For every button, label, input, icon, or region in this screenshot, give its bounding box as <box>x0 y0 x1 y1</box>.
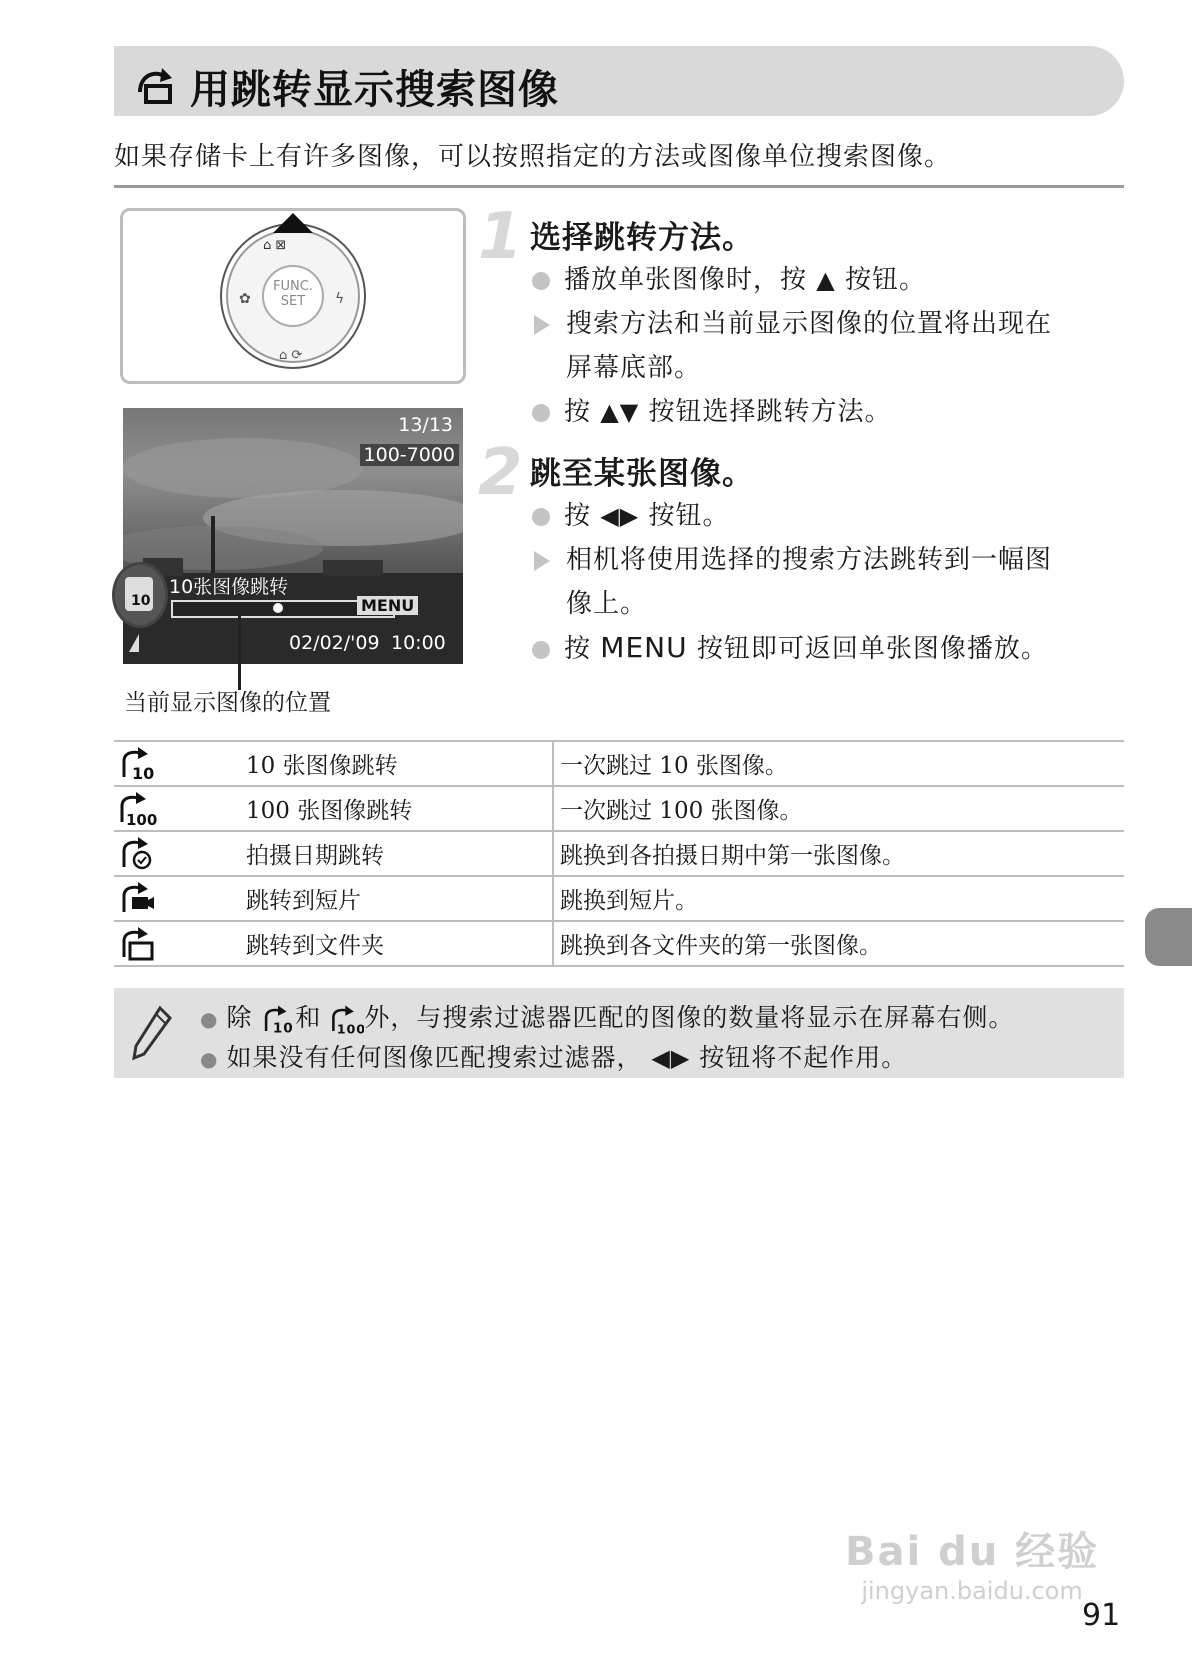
table-row <box>114 831 1124 876</box>
date-readout: 02/02/'09 <box>289 632 380 654</box>
folder-file-number: 100-7000 <box>360 444 459 466</box>
method-name: 10 张图像跳转 <box>246 741 553 786</box>
jump-method-label: 10张图像跳转 <box>169 576 289 598</box>
watermark-url: jingyan.baidu.com <box>861 1577 1083 1605</box>
note-line: ● 如果没有任何图像匹配搜索过滤器， ◀▶ 按钮将不起作用。 <box>200 1043 908 1072</box>
method-name: 100 张图像跳转 <box>246 786 553 831</box>
jump-methods-table <box>114 740 1124 967</box>
step-line: 按 MENU 按钮即可返回单张图像播放。 <box>532 626 1052 671</box>
svg-text:ϟ: ϟ <box>335 291 345 307</box>
svg-text:100: 100 <box>337 1022 365 1035</box>
table-row <box>114 786 1124 831</box>
table-row <box>114 741 1124 786</box>
divider <box>114 185 1124 188</box>
jump-100-icon <box>118 792 158 826</box>
step-line: 播放单张图像时，按 ▲ 按钮。 <box>532 258 1052 302</box>
table-row <box>114 876 1124 921</box>
step-line: 相机将使用选择的搜索方法跳转到一幅图 <box>532 538 1052 582</box>
image-counter: 13/13 <box>398 414 453 436</box>
set-label: SET <box>280 294 306 309</box>
watermark <box>845 1520 1099 1605</box>
method-name: 拍摄日期跳转 <box>246 831 553 876</box>
jump-10-icon <box>261 1005 295 1035</box>
method-name: 跳转到短片 <box>246 876 553 921</box>
jump-100-icon <box>330 1005 364 1035</box>
jump-date-icon <box>118 837 158 871</box>
pencil-icon <box>130 1004 174 1062</box>
callout-label: 当前显示图像的位置 <box>124 690 331 716</box>
jump-method-highlight <box>112 562 168 628</box>
note-line: ● 除 10 和 100 外，与搜索过滤器匹配的图像的数量将显示在屏幕右侧。 <box>200 998 1014 1035</box>
func-label: FUNC. <box>273 279 313 294</box>
menu-badge: MENU <box>357 596 418 615</box>
svg-text:10: 10 <box>131 593 151 609</box>
step-line: 屏幕底部。 <box>566 353 702 383</box>
time-readout: 10:00 <box>391 632 446 654</box>
jump-10-icon <box>118 747 158 781</box>
svg-text:100: 100 <box>126 810 158 826</box>
step-number: 1 <box>478 200 523 274</box>
method-desc: 跳换到短片。 <box>553 876 1124 921</box>
jump-movie-icon <box>118 882 158 916</box>
left-right-arrow-icon: ◀▶ <box>600 502 640 530</box>
svg-text:✿: ✿ <box>239 291 251 307</box>
chapter-tab <box>1145 908 1192 966</box>
step-line: 按 ▲▼ 按钮选择跳转方法。 <box>532 390 1052 434</box>
control-dial-illustration <box>120 208 466 384</box>
method-desc: 跳换到各文件夹的第一张图像。 <box>553 921 1124 966</box>
page-number: 91 <box>1082 1598 1121 1633</box>
svg-text:⌂ ⟳: ⌂ ⟳ <box>279 348 303 363</box>
menu-button-label: MENU <box>600 631 688 664</box>
method-desc: 一次跳过 100 张图像。 <box>553 786 1124 831</box>
intro-text: 如果存储卡上有许多图像，可以按照指定的方法或图像单位搜索图像。 <box>114 142 952 172</box>
position-marker <box>273 603 283 613</box>
step-line: 搜索方法和当前显示图像的位置将出现在 <box>532 302 1052 346</box>
step-line: 像上。 <box>566 589 648 619</box>
method-name: 跳转到文件夹 <box>246 921 553 966</box>
method-desc: 一次跳过 10 张图像。 <box>553 741 1124 786</box>
left-right-arrow-icon: ◀▶ <box>651 1044 691 1072</box>
callout-line <box>238 608 241 690</box>
step-number: 2 <box>478 436 523 510</box>
step-line: 按 ◀▶ 按钮。 <box>532 494 1052 538</box>
watermark-brand: Bai du 经验 <box>845 1529 1100 1575</box>
step-title: 选择跳转方法。 <box>530 220 754 256</box>
jump-icon <box>134 64 176 106</box>
image-size-icon <box>129 634 139 652</box>
note-box <box>114 988 1124 1078</box>
svg-text:10: 10 <box>273 1020 294 1035</box>
step-title: 跳至某张图像。 <box>530 456 754 492</box>
table-row <box>114 921 1124 966</box>
up-down-arrow-icon: ▲▼ <box>600 398 640 426</box>
svg-text:⌂ ⊠: ⌂ ⊠ <box>263 238 287 253</box>
up-arrow-icon: ▲ <box>816 266 836 294</box>
camera-screen-illustration <box>123 408 463 664</box>
svg-text:10: 10 <box>132 763 155 781</box>
page-title: 用跳转显示搜索图像 <box>190 67 559 113</box>
jump-10-icon <box>115 565 165 625</box>
jump-folder-icon <box>118 927 158 961</box>
method-desc: 跳换到各拍摄日期中第一张图像。 <box>553 831 1124 876</box>
